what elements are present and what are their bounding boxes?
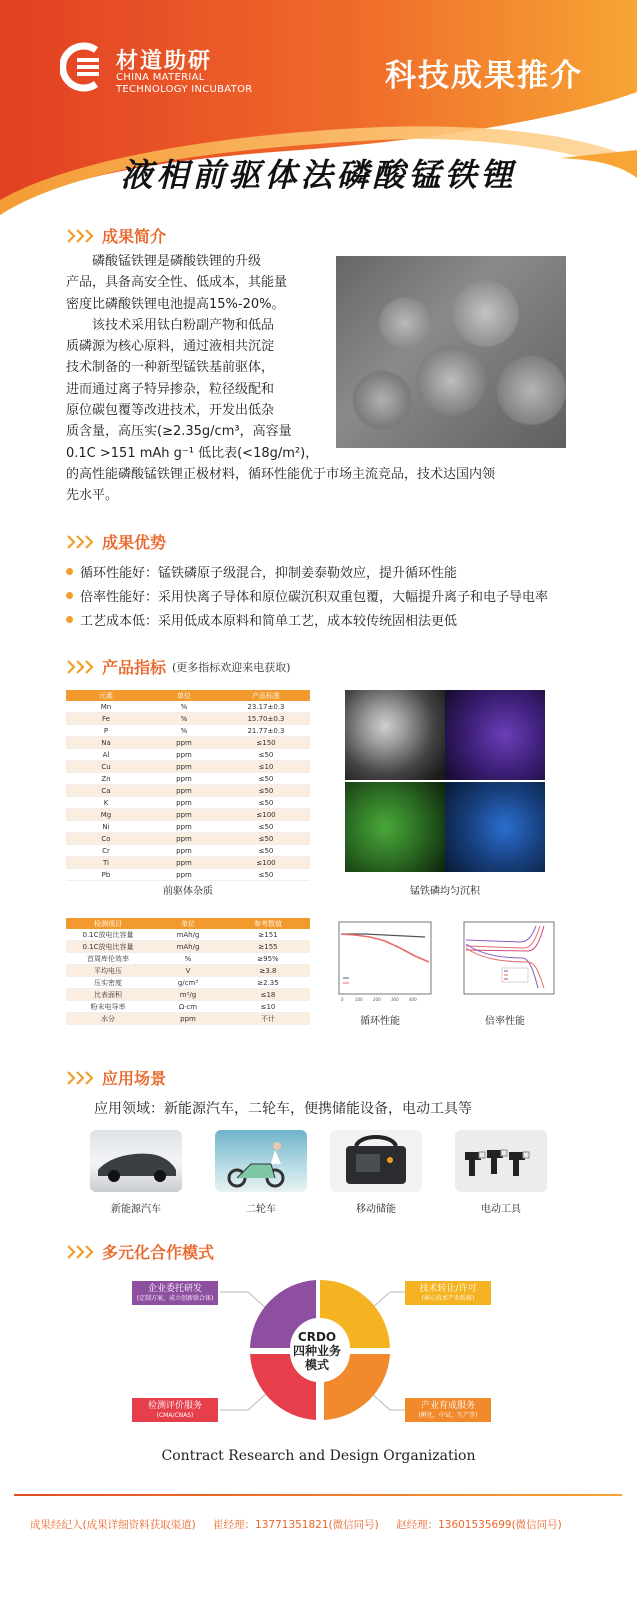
- cooperation-center-label: [287, 1330, 347, 1372]
- table-cell: ≥95%: [226, 953, 310, 965]
- table-row: [66, 953, 310, 965]
- table-cell: ≤150: [222, 737, 310, 749]
- brand-name-cn: 材道助研: [116, 49, 213, 74]
- intro-line: 该技术采用钛白粉副产物和低品: [66, 317, 275, 333]
- table-row: [66, 785, 310, 797]
- coop-label-testing: [132, 1398, 218, 1422]
- coop-label-rd: [132, 1281, 218, 1305]
- header-slogan: 科技成果推介: [385, 58, 583, 94]
- intro-line: 产品，具备高安全性、低成本，其能量: [66, 275, 288, 291]
- table-cell: 23.17±0.3: [222, 701, 310, 713]
- table-cell: ≤100: [222, 809, 310, 821]
- intro-line: 先水平。: [66, 488, 119, 504]
- bullet-icon: [66, 568, 73, 575]
- power-tools-image: [455, 1130, 547, 1192]
- table-header: 单位: [146, 690, 222, 701]
- performance-table: [66, 918, 310, 1025]
- cycle-caption: 循环性能: [360, 1016, 400, 1027]
- table-header: 单位: [150, 918, 226, 929]
- svg-text:100: 100: [355, 997, 363, 1002]
- advantage-item: [66, 562, 457, 581]
- center-line: CRDO: [297, 1330, 337, 1344]
- section-subtitle: (更多指标欢迎来电获取): [172, 660, 291, 674]
- table-cell: 21.77±0.3: [222, 725, 310, 737]
- advantage-text: 循环性能好：锰铁磷原子级混合，抑制姜泰勒效应，提升循环性能: [80, 566, 458, 581]
- table-row: [66, 845, 310, 857]
- table-cell: Fe: [66, 713, 146, 725]
- table-cell: ppm: [146, 797, 222, 809]
- table-cell: Zn: [66, 773, 146, 785]
- bullet-icon: [66, 592, 73, 599]
- table-cell: Na: [66, 737, 146, 749]
- table-cell: 首周库伦效率: [66, 953, 150, 965]
- svg-text:0: 0: [341, 997, 344, 1002]
- section-title-indicators: [66, 655, 291, 678]
- table-row: [66, 977, 310, 989]
- coop-label-transfer: [405, 1281, 491, 1305]
- crdo-english-caption: Contract Research and Design Organization: [161, 1448, 476, 1464]
- table-row: [66, 869, 310, 881]
- intro-line: 进而通过离子特异掺杂，粒径级配和: [66, 381, 275, 397]
- table-header: 产品标准: [222, 690, 310, 701]
- table-cell: ppm: [146, 845, 222, 857]
- section-title-advantages: [66, 530, 166, 553]
- section-title-applications: [66, 1066, 166, 1089]
- table-cell: ppm: [146, 761, 222, 773]
- table-cell: ≤10: [226, 1001, 310, 1013]
- table-cell: 0.1C放电比容量: [66, 929, 150, 941]
- brand-name-en-line1: CHINA MATERIAL: [116, 72, 205, 83]
- table-cell: ppm: [146, 737, 222, 749]
- bullet-icon: [66, 616, 73, 623]
- table-cell: ≤50: [222, 845, 310, 857]
- impurity-caption: 前驱体杂质: [163, 886, 213, 897]
- table-cell: 粉末电导率: [66, 1001, 150, 1013]
- table-cell: ≥151: [226, 929, 310, 941]
- svg-text:200: 200: [373, 997, 381, 1002]
- coop-label-main: 检测评价服务: [147, 1401, 202, 1411]
- table-cell: ≤50: [222, 833, 310, 845]
- table-row: [66, 749, 310, 761]
- table-cell: ≤10: [222, 761, 310, 773]
- table-cell: ≤50: [222, 869, 310, 881]
- cycle-performance-chart: [325, 918, 435, 1010]
- intro-line: 原位碳包覆等改进技术，开发出低杂: [66, 403, 275, 419]
- center-line: 四种业务: [292, 1344, 341, 1358]
- table-cell: 不计: [226, 1013, 310, 1025]
- table-row: [66, 965, 310, 977]
- table-cell: 0.1C放电比容量: [66, 941, 150, 953]
- application-caption: 二轮车: [246, 1204, 276, 1215]
- table-cell: ≤100: [222, 857, 310, 869]
- table-cell: ppm: [146, 785, 222, 797]
- application-caption: 新能源汽车: [111, 1204, 161, 1215]
- table-cell: 水分: [66, 1013, 150, 1025]
- table-cell: Co: [66, 833, 146, 845]
- table-header: 参考数值: [226, 918, 310, 929]
- table-cell: ppm: [146, 749, 222, 761]
- application-caption: 电动工具: [481, 1204, 521, 1215]
- eds-map-green: [345, 782, 445, 872]
- coop-label-sub: (核心技术产业转移): [421, 1295, 475, 1302]
- section-title-text: 应用场景: [102, 1069, 167, 1088]
- table-cell: 15.70±0.3: [222, 713, 310, 725]
- table-cell: ppm: [146, 857, 222, 869]
- table-cell: 平均电压: [66, 965, 150, 977]
- table-cell: ≤50: [222, 821, 310, 833]
- two-wheeler-image: [215, 1130, 307, 1192]
- portable-storage-image: [330, 1130, 422, 1192]
- intro-line: 磷酸锰铁锂是磷酸铁锂的升级: [66, 254, 262, 269]
- table-cell: Mg: [66, 809, 146, 821]
- table-cell: %: [150, 953, 226, 965]
- table-cell: Ω·cm: [150, 1001, 226, 1013]
- coop-label-main: 产业育成服务: [420, 1401, 475, 1411]
- table-cell: Mn: [66, 701, 146, 713]
- intro-line: 技术制备的一种新型锰铁基前驱体，: [66, 360, 275, 376]
- intro-paragraph-tail: [66, 464, 586, 507]
- intro-line: 质含量，高压实(≥2.35g/cm³，高容量: [66, 424, 292, 440]
- table-cell: mAh/g: [150, 929, 226, 941]
- table-row: [66, 929, 310, 941]
- table-cell: 比表面积: [66, 989, 150, 1001]
- chevrons-icon: [66, 535, 96, 549]
- coop-label-sub: (CMA/CNAS): [156, 1412, 194, 1419]
- eds-sem-image: [345, 690, 445, 780]
- table-header: 元素: [66, 690, 146, 701]
- table-row: [66, 773, 310, 785]
- intro-line: 密度比磷酸铁锂电池提高15%-20%。: [66, 296, 285, 312]
- advantage-text: 倍率性能好：采用快离子导体和原位碳沉积双重包覆，大幅提升离子和电子导电率: [80, 590, 549, 605]
- logo-icon: [60, 42, 110, 92]
- table-cell: ppm: [146, 833, 222, 845]
- table-row: [66, 821, 310, 833]
- table-cell: Ti: [66, 857, 146, 869]
- table-row: [66, 1001, 310, 1013]
- table-row: [66, 797, 310, 809]
- footer-contacts: [30, 1517, 576, 1532]
- table-cell: m²/g: [150, 989, 226, 1001]
- center-line: 模式: [304, 1358, 329, 1372]
- table-cell: ≥2.35: [226, 977, 310, 989]
- table-row: [66, 701, 310, 713]
- coop-label-sub: (定制方案，成立创新联合体): [136, 1295, 214, 1302]
- eds-map-purple: [445, 690, 545, 780]
- eds-map-blue: [445, 782, 545, 872]
- intro-line: 0.1C >151 mAh g⁻¹ 低比表(<18g/m²)，: [66, 445, 319, 461]
- table-cell: ≤50: [222, 773, 310, 785]
- section-title-text: 成果简介: [102, 227, 167, 246]
- footer-contact[interactable]: 赵经理：13601535699(微信同号): [396, 1519, 562, 1531]
- table-header: 检测项目: [66, 918, 150, 929]
- application-caption: 移动储能: [356, 1204, 396, 1215]
- chevrons-icon: [66, 660, 96, 674]
- table-cell: ≥3.8: [226, 965, 310, 977]
- table-cell: ppm: [146, 821, 222, 833]
- svg-text:300: 300: [391, 997, 399, 1002]
- table-cell: ≤50: [222, 785, 310, 797]
- coop-label-main: 企业委托研发: [147, 1284, 202, 1294]
- section-title-text: 多元化合作模式: [102, 1243, 215, 1262]
- section-title-text: 产品指标: [102, 658, 167, 677]
- table-row: [66, 737, 310, 749]
- table-cell: g/cm³: [150, 977, 226, 989]
- table-cell: ≥155: [226, 941, 310, 953]
- table-cell: %: [146, 713, 222, 725]
- chevrons-icon: [66, 1071, 96, 1085]
- table-cell: V: [150, 965, 226, 977]
- footer-contact[interactable]: 崔经理：13771351821(微信同号): [213, 1519, 379, 1531]
- table-row: [66, 989, 310, 1001]
- footer-divider: [14, 1494, 622, 1496]
- advantage-item: [66, 610, 457, 629]
- table-cell: ppm: [146, 869, 222, 881]
- table-cell: %: [146, 701, 222, 713]
- footer-agent: 成果经纪人(成果详细资料获取渠道): [30, 1519, 196, 1531]
- table-cell: ≤50: [222, 797, 310, 809]
- intro-paragraph: [66, 251, 334, 464]
- sem-micrograph-image: [336, 256, 566, 448]
- table-row: [66, 941, 310, 953]
- table-cell: Ca: [66, 785, 146, 797]
- chevrons-icon: [66, 1245, 96, 1259]
- table-cell: Cu: [66, 761, 146, 773]
- table-row: [66, 725, 310, 737]
- table-row: [66, 761, 310, 773]
- table-cell: %: [146, 725, 222, 737]
- table-row: [66, 833, 310, 845]
- table-cell: Cr: [66, 845, 146, 857]
- application-fields: 应用领域：新能源汽车，二轮车，便携储能设备，电动工具等: [94, 1101, 472, 1117]
- advantage-text: 工艺成本低：采用低成本原料和简单工艺，成本较传统固相法更低: [80, 614, 458, 629]
- table-row: [66, 809, 310, 821]
- table-row: [66, 857, 310, 869]
- advantage-item: [66, 586, 548, 605]
- table-row: [66, 1013, 310, 1025]
- table-cell: mAh/g: [150, 941, 226, 953]
- table-cell: Ni: [66, 821, 146, 833]
- intro-line: 的高性能磷酸锰铁锂正极材料，循环性能优于市场主流竞品，技术达国内领: [66, 467, 496, 482]
- section-title-intro: [66, 224, 166, 247]
- table-cell: Al: [66, 749, 146, 761]
- coop-label-sub: (孵化、中试、生产等): [418, 1412, 478, 1419]
- table-cell: 压实密度: [66, 977, 150, 989]
- eds-caption: 锰铁磷均匀沉积: [410, 886, 480, 897]
- svg-text:400: 400: [409, 997, 417, 1002]
- brand-name-en-line2: TECHNOLOGY INCUBATOR: [116, 84, 253, 95]
- table-cell: K: [66, 797, 146, 809]
- table-cell: ppm: [146, 773, 222, 785]
- coop-label-main: 技术转让/许可: [419, 1284, 477, 1294]
- table-cell: ppm: [146, 809, 222, 821]
- rate-performance-chart: [450, 918, 560, 1010]
- table-cell: Pb: [66, 869, 146, 881]
- section-title-text: 成果优势: [102, 533, 167, 552]
- section-title-cooperation: [66, 1240, 214, 1263]
- coop-label-incubation: [405, 1398, 491, 1422]
- table-cell: ≤50: [222, 749, 310, 761]
- rate-caption: 倍率性能: [485, 1016, 525, 1027]
- header-banner: [0, 0, 637, 215]
- ev-car-image: [90, 1130, 182, 1192]
- impurity-table: [66, 690, 310, 881]
- table-cell: ppm: [150, 1013, 226, 1025]
- chevrons-icon: [66, 229, 96, 243]
- intro-line: 质磷源为核心原料，通过液相共沉淀: [66, 339, 275, 355]
- table-row: [66, 713, 310, 725]
- page-title: 液相前驱体法磷酸锰铁锂: [120, 156, 517, 194]
- table-cell: ≤18: [226, 989, 310, 1001]
- table-cell: P: [66, 725, 146, 737]
